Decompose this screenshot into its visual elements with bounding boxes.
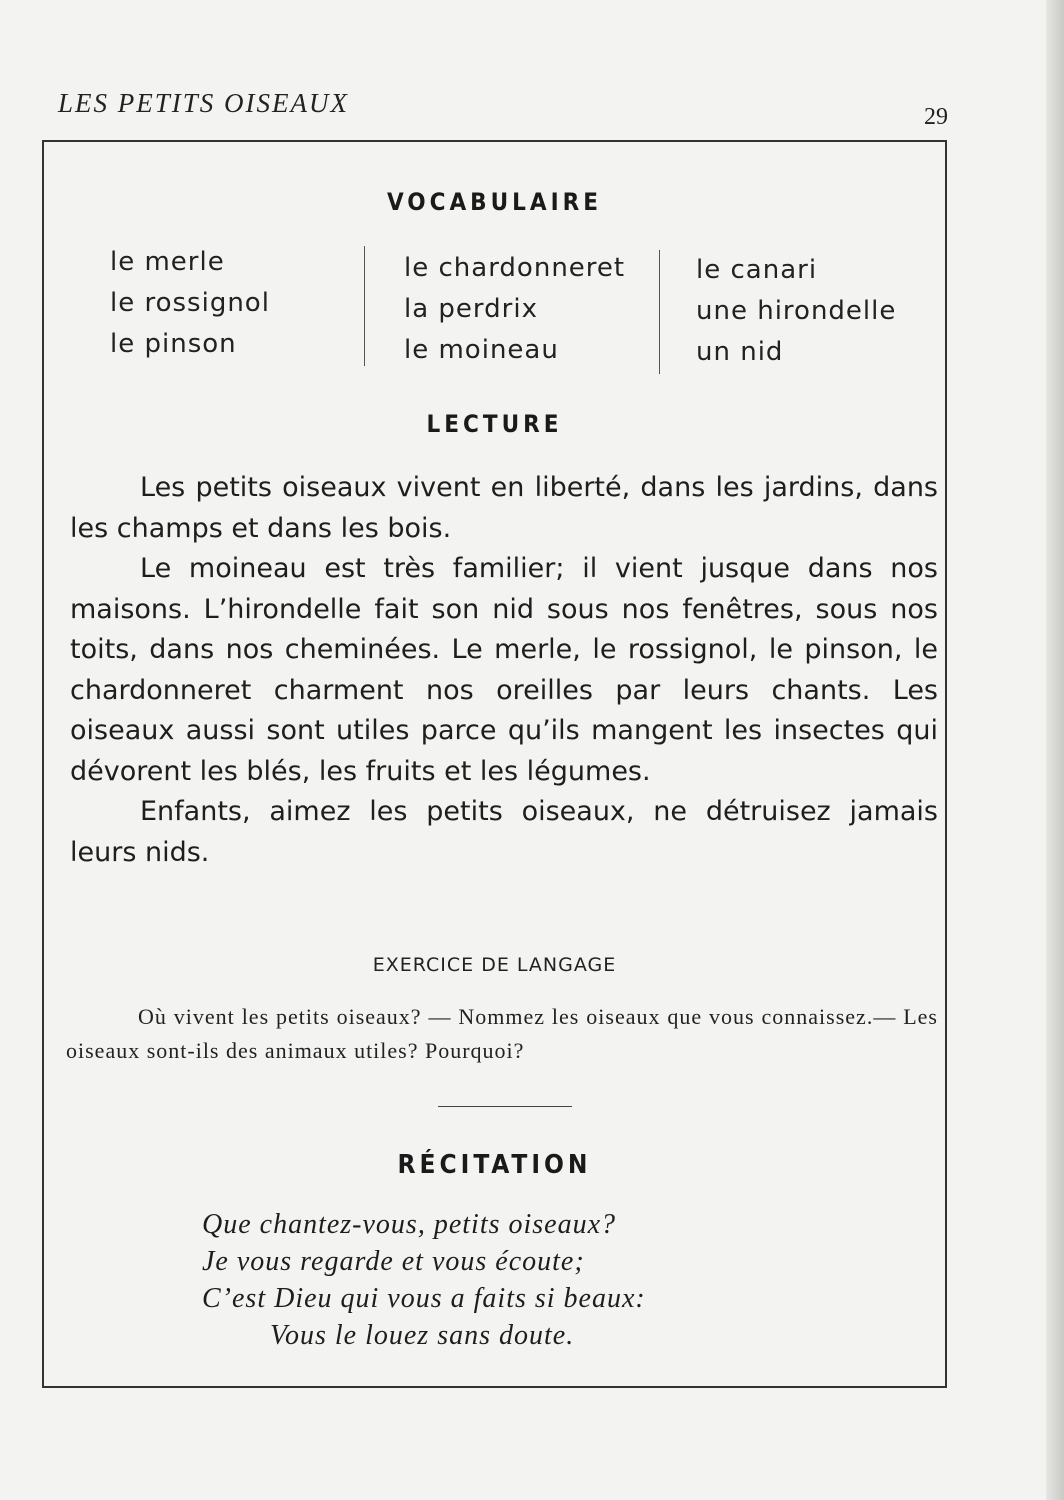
- vocabulaire-heading: VOCABULAIRE: [386, 188, 603, 216]
- section-separator: [438, 1106, 572, 1107]
- vocab-word: la perdrix: [404, 294, 538, 324]
- exercice-paragraph: Où vivent les petits oiseaux? — Nommez les oiseaux que vous connaissez.— Les oiseaux sont-ils des animaux utiles? Pourquoi?: [66, 1004, 938, 1063]
- poem-line: Que chantez-vous, petits oiseaux?: [202, 1209, 617, 1240]
- poem-line: Je vous regarde et vous écoute;: [202, 1246, 585, 1277]
- vocab-word: un nid: [696, 337, 784, 367]
- recitation-poem: [202, 1206, 822, 1354]
- lecture-paragraph: Les petits oiseaux vivent en liberté, dans les jardins, dans les champs et dans les bois.: [70, 472, 938, 544]
- poem-line: C’est Dieu qui vous a faits si beaux:: [202, 1283, 646, 1314]
- vocab-word: le chardonneret: [404, 253, 626, 283]
- vocab-word: le moineau: [404, 335, 559, 365]
- vocab-column-3: [696, 250, 896, 373]
- exercice-heading: EXERCICE DE LANGAGE: [372, 954, 617, 976]
- poem-line: Vous le louez sans doute.: [270, 1320, 575, 1351]
- exercice-text: [66, 1000, 938, 1068]
- page-edge: [1046, 0, 1064, 1500]
- page-number: 29: [924, 104, 948, 130]
- content-frame: [42, 140, 947, 1388]
- vocab-column-1: [110, 242, 270, 365]
- vocab-column-2: [404, 248, 625, 371]
- column-divider: [659, 250, 660, 374]
- vocab-word: le canari: [696, 255, 818, 285]
- lecture-text: [70, 468, 938, 873]
- vocab-word: le rossignol: [110, 288, 270, 318]
- running-head-title: LES PETITS OISEAUX: [58, 88, 349, 118]
- lecture-paragraph: Enfants, aimez les petits oiseaux, ne détruisez jamais leurs nids.: [70, 796, 938, 868]
- lecture-paragraph: Le moineau est très familier; il vient jusque dans nos maisons. L’hirondelle fait son nid sous nos fenêtres, sous nos toits, dans nos cheminées. Le merle, le rossignol, le pinson, le chardonneret charment nos oreilles par leurs chants. Les oiseaux aussi sont utiles parce qu’ils mangent les insectes qui dévorent les blés, les fruits et les légumes.: [70, 553, 938, 787]
- lecture-heading: LECTURE: [426, 410, 563, 438]
- vocab-word: une hirondelle: [696, 296, 897, 326]
- column-divider: [364, 246, 365, 366]
- vocab-word: le merle: [110, 247, 225, 277]
- recitation-heading: RÉCITATION: [397, 1150, 592, 1180]
- vocab-word: le pinson: [110, 329, 237, 359]
